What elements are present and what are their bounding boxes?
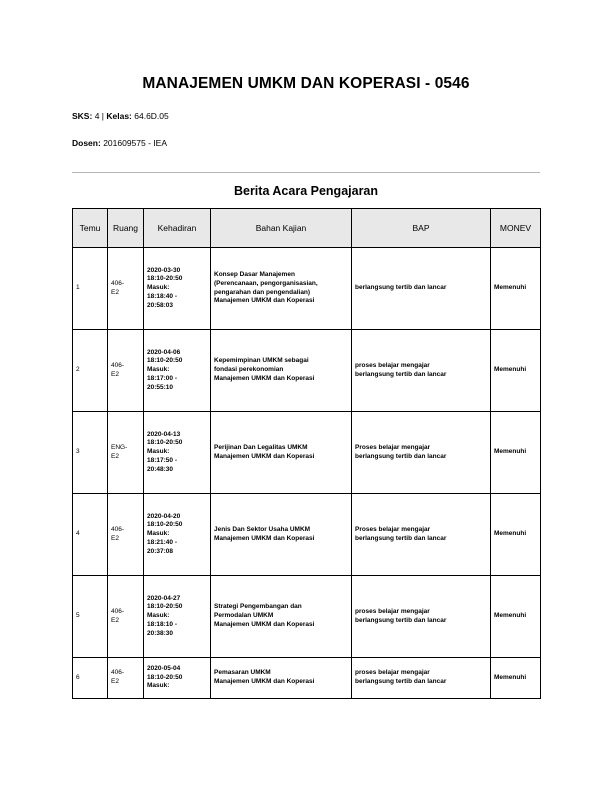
kajian-line: Manajemen UMKM dan Koperasi	[214, 534, 315, 542]
ruang-line: 406-	[111, 525, 125, 533]
kehadiran-line: Masuk:	[147, 448, 170, 456]
kehadiran-line: 18:17:50 -	[147, 456, 177, 464]
cell-bap	[352, 576, 491, 658]
kehadiran-line: 20:58:03	[147, 301, 174, 309]
cell-monev: Memenuhi	[491, 330, 541, 412]
kelas-value: 64.6D.05	[134, 111, 169, 121]
cell-bap	[352, 494, 491, 576]
cell-monev: Memenuhi	[491, 412, 541, 494]
sks-value: 4 |	[94, 111, 107, 121]
kehadiran-line: 18:18:10 -	[147, 620, 177, 628]
ruang-line: E2	[111, 452, 119, 460]
cell-bap	[352, 412, 491, 494]
ruang-line: 406-	[111, 607, 125, 615]
cell-kehadiran	[144, 412, 211, 494]
section-title: Berita Acara Pengajaran	[233, 184, 379, 198]
cell-ruang	[108, 248, 144, 330]
cell-bahan-kajian	[211, 412, 352, 494]
cell-kehadiran	[144, 248, 211, 330]
cell-temu: 6	[73, 658, 108, 699]
cell-temu: 2	[73, 330, 108, 412]
cell-bap	[352, 330, 491, 412]
table-row	[73, 330, 541, 412]
cell-bahan-kajian	[211, 576, 352, 658]
cell-monev: Memenuhi	[491, 576, 541, 658]
kajian-line: Kepemimpinan UMKM sebagai	[214, 357, 309, 365]
cell-bap	[352, 248, 491, 330]
kehadiran-line: 18:10-20:50	[147, 673, 183, 681]
kehadiran-line: 18:10-20:50	[147, 521, 183, 529]
cell-kehadiran	[144, 494, 211, 576]
kajian-line: (Perencanaan, pengorganisasian,	[214, 279, 318, 287]
cell-ruang	[108, 658, 144, 699]
ruang-line: E2	[111, 370, 119, 378]
kajian-line: Manajemen UMKM dan Koperasi	[214, 620, 315, 628]
bap-line: proses belajar mengajar	[355, 361, 430, 369]
kehadiran-line: 2020-05-04	[147, 664, 181, 672]
bap-line: berlangsung tertib dan lancar	[355, 534, 447, 542]
cell-ruang	[108, 494, 144, 576]
kajian-line: Manajemen UMKM dan Koperasi	[214, 374, 315, 382]
dosen-value: 201609575 - IEA	[103, 138, 167, 148]
kehadiran-line: Masuk:	[147, 530, 170, 538]
cell-bahan-kajian	[211, 248, 352, 330]
bap-line: berlangsung tertib dan lancar	[355, 284, 447, 292]
bap-line: berlangsung tertib dan lancar	[355, 370, 447, 378]
kehadiran-line: Masuk:	[147, 612, 170, 620]
kajian-line: Konsep Dasar Manajemen	[214, 270, 295, 278]
cell-monev: Memenuhi	[491, 494, 541, 576]
ruang-line: E2	[111, 288, 119, 296]
cell-kehadiran	[144, 658, 211, 699]
cell-temu: 1	[73, 248, 108, 330]
kehadiran-line: Masuk:	[147, 682, 170, 690]
kehadiran-line: Masuk:	[147, 366, 170, 374]
divider	[72, 172, 540, 173]
cell-monev: Memenuhi	[491, 248, 541, 330]
header-monev: MONEV	[491, 209, 541, 248]
ruang-line: ENG-	[111, 443, 128, 451]
kajian-line: Manajemen UMKM dan Koperasi	[214, 452, 315, 460]
cell-kehadiran	[144, 576, 211, 658]
bap-line: berlangsung tertib dan lancar	[355, 678, 447, 685]
table-header-row	[73, 209, 541, 248]
kehadiran-line: Masuk:	[147, 284, 170, 292]
bap-line: berlangsung tertib dan lancar	[355, 616, 447, 624]
lecturer-meta	[72, 138, 167, 148]
kajian-line: Pemasaran UMKM	[214, 669, 271, 677]
ruang-line: 406-	[111, 279, 125, 287]
kehadiran-line: 18:10-20:50	[147, 439, 183, 447]
cell-kehadiran	[144, 330, 211, 412]
kajian-line: Permodalan UMKM	[214, 612, 274, 620]
bap-line: proses belajar mengajar	[355, 669, 430, 677]
cell-temu: 5	[73, 576, 108, 658]
cell-temu: 3	[73, 412, 108, 494]
cell-ruang	[108, 576, 144, 658]
kehadiran-line: 18:10-20:50	[147, 357, 183, 365]
cell-ruang	[108, 412, 144, 494]
kajian-line: Manajemen UMKM dan Koperasi	[214, 678, 315, 685]
ruang-line: 406-	[111, 361, 125, 369]
kajian-line: Perijinan Dan Legalitas UMKM	[214, 443, 308, 451]
cell-bahan-kajian	[211, 658, 352, 699]
kehadiran-line: 18:21:40 -	[147, 538, 177, 546]
kehadiran-line: 2020-04-13	[147, 430, 181, 438]
dosen-label: Dosen:	[72, 138, 101, 148]
kajian-line: Manajemen UMKM dan Koperasi	[214, 297, 315, 305]
ruang-line: E2	[111, 534, 119, 542]
kehadiran-line: 20:38:30	[147, 629, 174, 637]
cell-monev: Memenuhi	[491, 658, 541, 699]
header-temu: Temu	[73, 209, 108, 248]
kehadiran-line: 20:37:08	[147, 547, 174, 555]
bap-line: Proses belajar mengajar	[355, 525, 431, 533]
table-row	[73, 412, 541, 494]
cell-ruang	[108, 330, 144, 412]
header-ruang: Ruang	[108, 209, 144, 248]
bap-line: berlangsung tertib dan lancar	[355, 452, 447, 460]
kajian-line: Jenis Dan Sektor Usaha UMKM	[214, 525, 311, 533]
sks-label: SKS:	[72, 111, 93, 121]
cell-bap	[352, 658, 491, 699]
course-meta	[72, 111, 169, 121]
kajian-line: pengarahan dan pengendalian)	[214, 288, 311, 296]
teaching-record-table	[72, 208, 541, 699]
header-kehadiran: Kehadiran	[144, 209, 211, 248]
kehadiran-line: 2020-04-20	[147, 512, 181, 520]
bap-line: proses belajar mengajar	[355, 607, 430, 615]
ruang-line: 406-	[111, 669, 125, 677]
kehadiran-line: 18:10-20:50	[147, 603, 183, 611]
table-row	[73, 658, 541, 699]
bap-line: Proses belajar mengajar	[355, 443, 431, 451]
kajian-line: fondasi perekonomian	[214, 366, 284, 374]
header-bahan-kajian: Bahan Kajian	[211, 209, 352, 248]
cell-bahan-kajian	[211, 494, 352, 576]
page-title: MANAJEMEN UMKM DAN KOPERASI - 0546	[142, 75, 470, 92]
kehadiran-line: 20:48:30	[147, 465, 174, 473]
table-row	[73, 494, 541, 576]
kehadiran-line: 18:17:00 -	[147, 374, 177, 382]
kehadiran-line: 2020-03-30	[147, 266, 181, 274]
kehadiran-line: 18:10-20:50	[147, 275, 183, 283]
header-bap: BAP	[352, 209, 491, 248]
cell-temu: 4	[73, 494, 108, 576]
kehadiran-line: 2020-04-06	[147, 348, 181, 356]
table-body	[73, 248, 541, 699]
table-row	[73, 576, 541, 658]
kehadiran-line: 18:18:40 -	[147, 292, 177, 300]
kajian-line: Strategi Pengembangan dan	[214, 603, 302, 611]
ruang-line: E2	[111, 616, 119, 624]
cell-bahan-kajian	[211, 330, 352, 412]
kehadiran-line: 20:55:10	[147, 383, 174, 391]
kelas-label: Kelas:	[106, 111, 132, 121]
kehadiran-line: 2020-04-27	[147, 594, 181, 602]
ruang-line: E2	[111, 678, 119, 685]
table-row	[73, 248, 541, 330]
